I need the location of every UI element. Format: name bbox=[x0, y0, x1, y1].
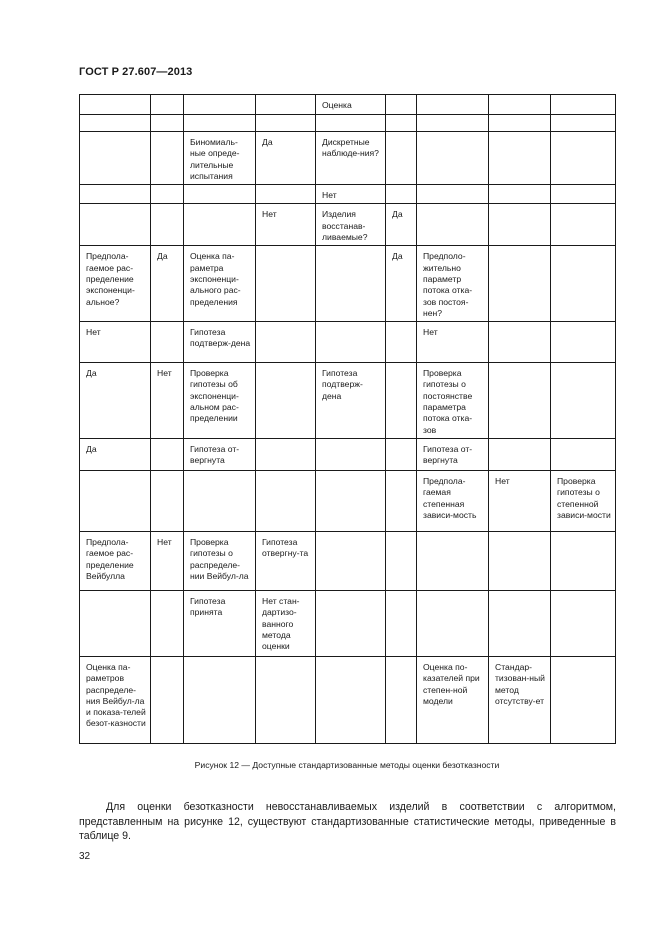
table-cell bbox=[151, 470, 184, 531]
table-cell bbox=[316, 531, 386, 590]
table-cell bbox=[151, 95, 184, 115]
table-cell bbox=[80, 185, 151, 204]
table-cell bbox=[417, 590, 489, 656]
table-cell bbox=[386, 470, 417, 531]
figure-caption: Рисунок 12 — Доступные стандартизованные методы оценки безотказности bbox=[194, 760, 500, 770]
table-cell: Изделия восстанав-ливаемые? bbox=[316, 204, 386, 246]
table-cell bbox=[256, 438, 316, 470]
table-cell: Дискретные наблюде-ния? bbox=[316, 132, 386, 185]
table-cell bbox=[417, 204, 489, 246]
table-cell bbox=[417, 95, 489, 115]
table-cell bbox=[551, 204, 616, 246]
table-cell bbox=[551, 363, 616, 439]
table-row bbox=[80, 438, 616, 470]
table-cell bbox=[80, 470, 151, 531]
table-cell bbox=[151, 204, 184, 246]
table-cell bbox=[489, 590, 551, 656]
table-cell: Гипотеза от-вергнута bbox=[417, 438, 489, 470]
table-row bbox=[80, 656, 616, 743]
table-cell bbox=[80, 590, 151, 656]
table-cell: Предпола-гаемая степенная зависи-мость bbox=[417, 470, 489, 531]
table-cell bbox=[80, 132, 151, 185]
table-cell bbox=[151, 438, 184, 470]
table-cell bbox=[316, 590, 386, 656]
table-cell bbox=[316, 656, 386, 743]
table-cell bbox=[151, 656, 184, 743]
table-row bbox=[80, 470, 616, 531]
table-cell bbox=[386, 322, 417, 363]
table-cell bbox=[256, 656, 316, 743]
table-cell: Предпола-гаемое рас-пределение экспоненци-альное? bbox=[80, 246, 151, 322]
table-cell bbox=[417, 531, 489, 590]
table-cell: Нет bbox=[316, 185, 386, 204]
table-cell bbox=[256, 246, 316, 322]
document-header: ГОСТ Р 27.607—2013 bbox=[79, 66, 193, 78]
table-cell bbox=[80, 204, 151, 246]
table-row bbox=[80, 95, 616, 115]
table-cell: Гипотеза от-вергнута bbox=[184, 438, 256, 470]
table-cell: Да bbox=[256, 132, 316, 185]
table-cell: Предпола-гаемое рас-пределение Вейбулла bbox=[80, 531, 151, 590]
table-cell bbox=[184, 95, 256, 115]
table-cell bbox=[151, 185, 184, 204]
table-cell bbox=[386, 590, 417, 656]
table-cell bbox=[316, 438, 386, 470]
table-cell: Да bbox=[80, 438, 151, 470]
table-cell bbox=[551, 322, 616, 363]
table-cell bbox=[551, 590, 616, 656]
table-row bbox=[80, 590, 616, 656]
table-cell bbox=[184, 115, 256, 132]
table-row bbox=[80, 185, 616, 204]
table-cell bbox=[489, 95, 551, 115]
table-cell: Оценка bbox=[316, 95, 386, 115]
table-cell: Да bbox=[386, 204, 417, 246]
table-cell: Предполо-жительно параметр потока отка-зов постоя-нен? bbox=[417, 246, 489, 322]
table-cell bbox=[256, 322, 316, 363]
table-cell bbox=[489, 363, 551, 439]
table-cell bbox=[151, 115, 184, 132]
table-cell: Проверка гипотезы о постоянстве параметра потока отка-зов bbox=[417, 363, 489, 439]
table-cell bbox=[184, 470, 256, 531]
table-cell: Проверка гипотезы об экспоненци-альном рас-пределении bbox=[184, 363, 256, 439]
table-cell bbox=[316, 322, 386, 363]
table-cell bbox=[386, 115, 417, 132]
table-cell: Стандар-тизован-ный метод отсутству-ет bbox=[489, 656, 551, 743]
table-cell: Оценка по-казателей при степен-ной модели bbox=[417, 656, 489, 743]
table-cell bbox=[551, 185, 616, 204]
table-cell bbox=[386, 185, 417, 204]
table-cell: Да bbox=[151, 246, 184, 322]
table-cell bbox=[316, 115, 386, 132]
table-cell: Гипотеза подтверж-дена bbox=[184, 322, 256, 363]
table-cell bbox=[386, 132, 417, 185]
table-cell bbox=[551, 531, 616, 590]
table-cell: Проверка гипотезы о распределе-нии Вейбул-ла bbox=[184, 531, 256, 590]
table-cell bbox=[489, 115, 551, 132]
table-cell bbox=[386, 531, 417, 590]
table-cell bbox=[551, 656, 616, 743]
table-cell bbox=[80, 95, 151, 115]
table-row bbox=[80, 322, 616, 363]
table-cell bbox=[256, 470, 316, 531]
table-cell bbox=[551, 438, 616, 470]
table-cell bbox=[489, 246, 551, 322]
table-cell bbox=[151, 590, 184, 656]
table-cell: Гипотеза отвергну-та bbox=[256, 531, 316, 590]
table-cell bbox=[551, 95, 616, 115]
table-cell: Нет bbox=[151, 363, 184, 439]
table-cell bbox=[184, 204, 256, 246]
table-cell bbox=[417, 132, 489, 185]
table-cell bbox=[386, 95, 417, 115]
table-cell bbox=[489, 185, 551, 204]
table-row bbox=[80, 363, 616, 439]
table-cell: Нет bbox=[256, 204, 316, 246]
table-cell bbox=[417, 185, 489, 204]
table-row bbox=[80, 531, 616, 590]
table-cell bbox=[80, 115, 151, 132]
table-cell bbox=[489, 438, 551, 470]
table-row bbox=[80, 204, 616, 246]
table-cell: Нет bbox=[417, 322, 489, 363]
table-cell bbox=[256, 363, 316, 439]
table-cell bbox=[256, 185, 316, 204]
table-cell bbox=[386, 363, 417, 439]
table-cell bbox=[551, 132, 616, 185]
table-cell bbox=[551, 246, 616, 322]
table-cell bbox=[256, 95, 316, 115]
table-cell: Нет bbox=[151, 531, 184, 590]
body-paragraph: Для оценки безотказности невосстанавливаемых изделий в соответствии с алгоритмом, представленным на рисунке 12, существуют стандартизованные статистические методы, приведенные в таблице 9. bbox=[79, 801, 616, 842]
table-cell bbox=[489, 322, 551, 363]
table-cell bbox=[184, 656, 256, 743]
table-cell: Гипотеза принята bbox=[184, 590, 256, 656]
table-cell: Проверка гипотезы о степенной зависи-мости bbox=[551, 470, 616, 531]
table-row bbox=[80, 132, 616, 185]
table-cell: Оценка па-раметра экспоненци-ального рас-пределения bbox=[184, 246, 256, 322]
table-cell bbox=[151, 322, 184, 363]
table-cell bbox=[256, 115, 316, 132]
table-cell bbox=[489, 531, 551, 590]
table-cell bbox=[386, 438, 417, 470]
page-number: 32 bbox=[79, 851, 91, 862]
table-cell: Да bbox=[386, 246, 417, 322]
table-cell: Нет bbox=[80, 322, 151, 363]
table-cell: Нет bbox=[489, 470, 551, 531]
table-row bbox=[80, 115, 616, 132]
table-cell bbox=[551, 115, 616, 132]
table-cell bbox=[316, 246, 386, 322]
table-cell bbox=[151, 132, 184, 185]
table-cell bbox=[184, 185, 256, 204]
table-row bbox=[80, 246, 616, 322]
table-cell bbox=[386, 656, 417, 743]
table-cell bbox=[489, 132, 551, 185]
table-cell bbox=[489, 204, 551, 246]
table-cell: Гипотеза подтверж-дена bbox=[316, 363, 386, 439]
method-table bbox=[79, 94, 616, 744]
table-cell: Нет стан-дартизо-ванного метода оценки bbox=[256, 590, 316, 656]
table-cell bbox=[316, 470, 386, 531]
table-cell: Оценка па-раметров распределе-ния Вейбул-ла и показа-телей безот-казности bbox=[80, 656, 151, 743]
table-cell bbox=[417, 115, 489, 132]
table-cell: Да bbox=[80, 363, 151, 439]
table-cell: Биномиаль-ные опреде-лительные испытания bbox=[184, 132, 256, 185]
